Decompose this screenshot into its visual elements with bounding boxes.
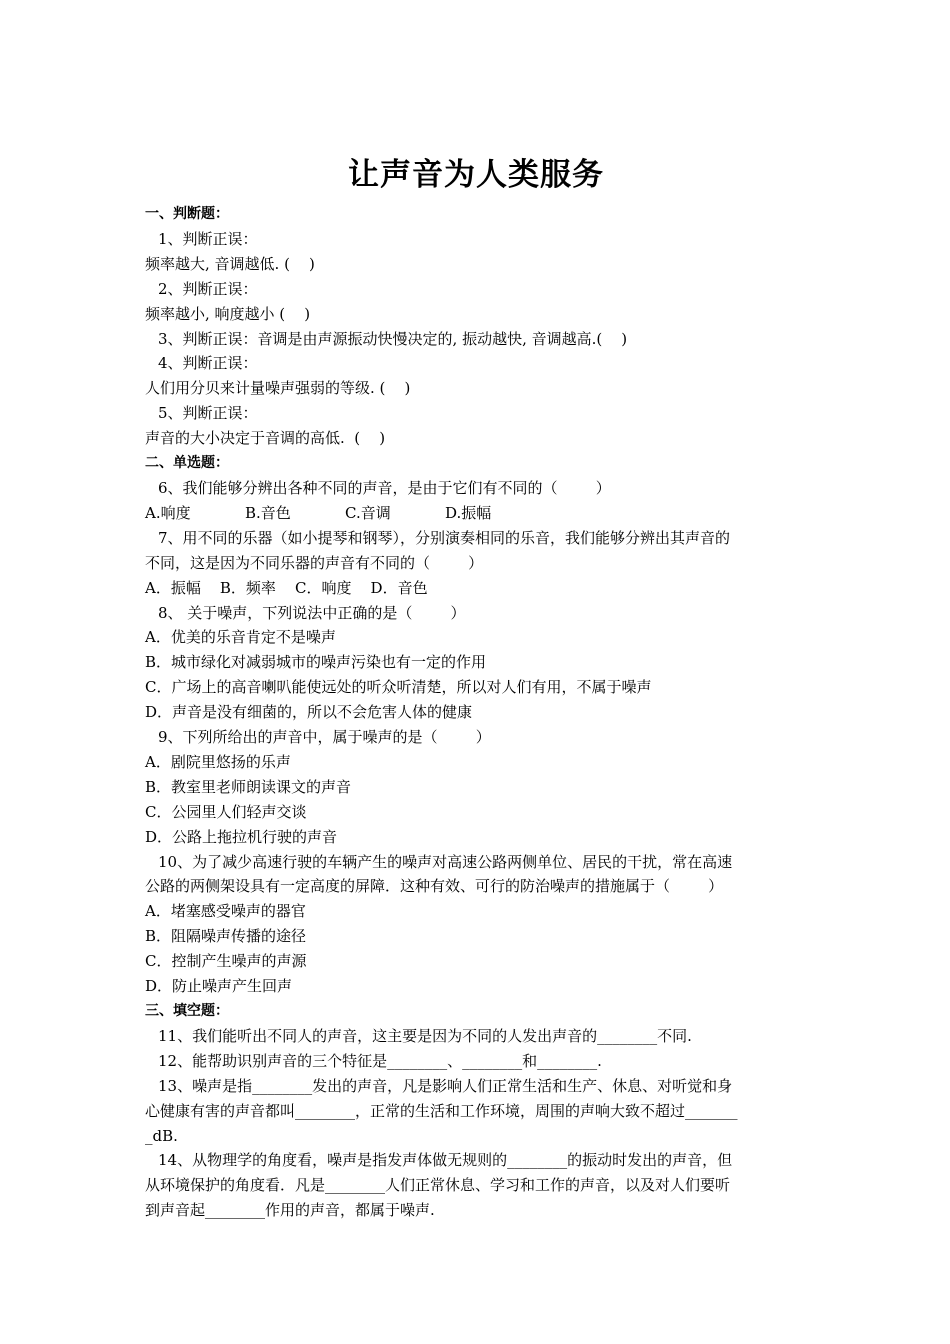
document-title: 让声音为人类服务 [348,157,604,193]
question-6-option-d: D.振幅 [445,503,492,522]
question-2-text: 频率越小, 响度越小 ( ) [145,304,311,323]
question-2-label: 2、判断正误： [158,279,258,298]
question-13-line2: 心健康有害的声音都叫________，正常的生活和工作环境，周围的声响大致不超过_______ [145,1101,738,1120]
question-5-label: 5、判断正误： [158,404,258,423]
question-8-option-d: D．声音是没有细菌的，所以不会危害人体的健康 [145,703,473,722]
question-6-option-a: A.响度 [145,503,191,522]
question-6-option-b: B.音色 [245,503,291,522]
question-8-option-a: A．优美的乐音肯定不是噪声 [145,628,336,647]
document-page [145,148,807,1223]
question-10-stem-line2: 公路的两侧架设具有一定高度的屏障．这种有效、可行的防治噪声的措施属于（ ） [145,877,724,896]
question-8-option-b: B．城市绿化对减弱城市的噪声污染也有一定的作用 [145,653,487,672]
question-14-line3: 到声音起________作用的声音，都属于噪声. [145,1201,435,1220]
section-heading-fill-in: 三、填空题： [145,1003,229,1019]
question-9-option-b: B．教室里老师朗读课文的声音 [145,777,352,796]
question-10-option-b: B．阻隔噪声传播的途径 [145,927,307,946]
section-heading-single-choice: 二、单选题： [145,455,229,472]
question-11: 11、我们能听出不同人的声音，这主要是因为不同的人发出声音的________不同. [158,1026,692,1045]
question-13-line1: 13、噪声是指________发出的声音，凡是影响人们正常生活和生产、休息、对听觉和身 [158,1076,733,1095]
question-8-option-c: C．广场上的高音喇叭能使远处的听众听清楚，所以对人们有用，不属于噪声 [145,678,652,697]
question-9-stem: 9、下列所给出的声音中，属于噪声的是（ ） [158,728,491,747]
question-4-text: 人们用分贝来计量噪声强弱的等级. ( ) [145,379,411,398]
question-12: 12、能帮助识别声音的三个特征是________、________和________. [158,1051,602,1070]
question-6-option-c: C.音调 [345,503,391,522]
question-3-text: 3、判断正误：音调是由声源振动快慢决定的, 振动越快, 音调越高.( ) [158,329,628,348]
question-4-label: 4、判断正误： [158,354,258,373]
section-heading-true-false: 一、判断题： [145,206,229,222]
question-6-stem: 6、我们能够分辨出各种不同的声音，是由于它们有不同的（ ） [158,478,611,497]
question-10-option-c: C．控制产生噪声的声源 [145,952,307,971]
question-1-text: 频率越大, 音调越低. ( ) [145,254,315,273]
question-13-line3: _dB. [145,1126,178,1145]
question-14-line1: 14、从物理学的角度看，噪声是指发声体做无规则的________的振动时发出的声音，但 [158,1151,733,1170]
question-5-text: 声音的大小决定于音调的高低. ( ) [145,429,386,448]
question-14-line2: 从环境保护的角度看．凡是________人们正常休息、学习和工作的声音，以及对人们要听 [145,1176,731,1195]
question-9-option-a: A．剧院里悠扬的乐声 [145,752,291,771]
question-8-stem: 8、 关于噪声，下列说法中正确的是（ ） [158,603,466,622]
question-1-label: 1、判断正误： [158,229,258,248]
question-9-option-d: D．公路上拖拉机行驶的声音 [145,827,338,846]
question-7-stem-line1: 7、用不同的乐器（如小提琴和钢琴），分别演奏相同的乐音，我们能够分辨出其声音的 [158,528,731,547]
question-9-option-c: C．公园里人们轻声交谈 [145,802,307,821]
question-7-options: A．振幅 B．频率 C．响度 D．音色 [145,578,428,597]
question-10-option-d: D．防止噪声产生回声 [145,977,293,996]
question-10-stem-line1: 10、为了减少高速行驶的车辆产生的噪声对高速公路两侧单位、居民的干扰，常在高速 [158,852,733,871]
question-10-option-a: A．堵塞感受噪声的器官 [145,902,306,921]
question-7-stem-line2: 不同，这是因为不同乐器的声音有不同的（ ） [145,553,484,572]
question-6-options [145,501,807,526]
